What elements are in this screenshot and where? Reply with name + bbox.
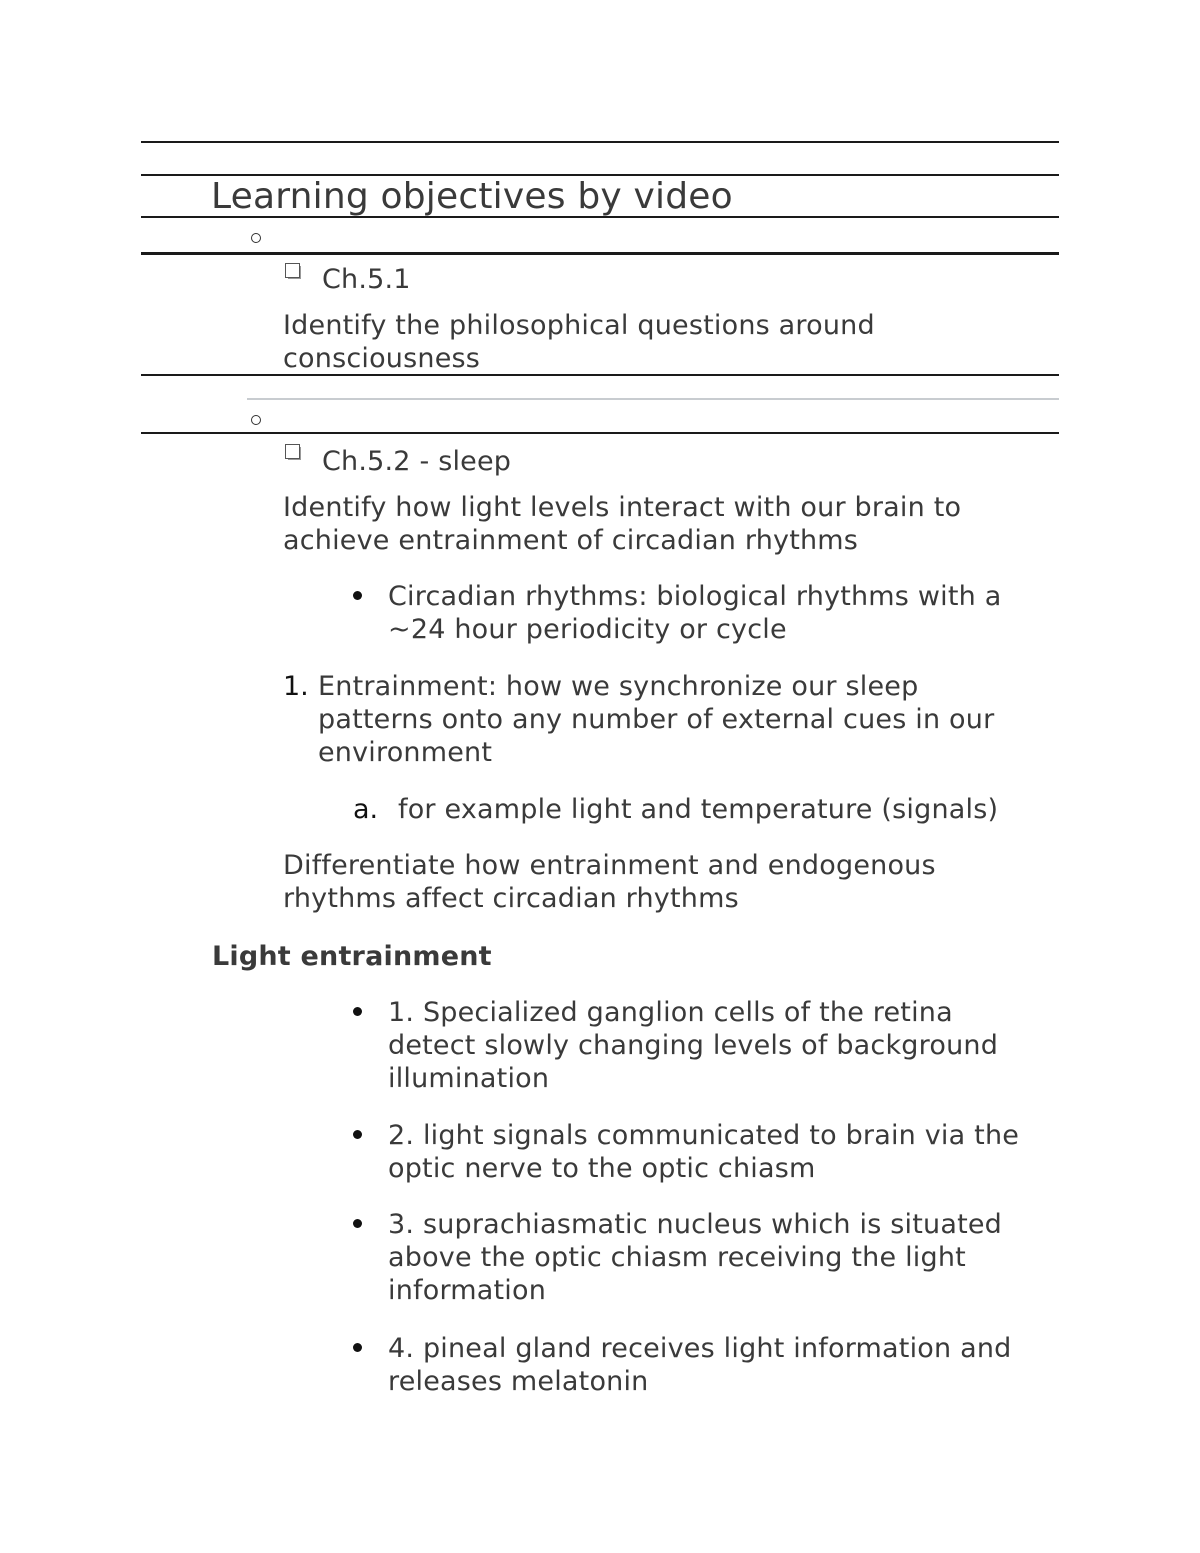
bullet-dot — [353, 591, 362, 600]
list-item-line: 4. pineal gland receives light information and — [388, 1333, 1012, 1364]
rule-light — [247, 398, 1059, 400]
checkbox-ch52[interactable] — [285, 444, 300, 459]
checkbox-label: Ch.5.2 - sleep — [322, 446, 512, 477]
page-title: Learning objectives by video — [211, 176, 733, 217]
bullet-dot — [353, 1343, 362, 1352]
lettered-line: for example light and temperature (signals) — [398, 794, 999, 825]
checkbox-label: Ch.5.1 — [322, 264, 411, 295]
list-circle-bullet — [251, 415, 261, 425]
bullet-line: Circadian rhythms: biological rhythms with a — [388, 581, 1002, 612]
objective-line: Differentiate how entrainment and endogenous — [283, 850, 936, 881]
list-item-line: 2. light signals communicated to brain via the — [388, 1120, 1020, 1151]
list-item-line: optic nerve to the optic chiasm — [388, 1153, 816, 1184]
bullet-dot — [353, 1130, 362, 1139]
list-item-line: releases melatonin — [388, 1366, 649, 1397]
list-item-line: 1. Specialized ganglion cells of the retina — [388, 997, 953, 1028]
checkbox-ch51[interactable] — [285, 263, 300, 278]
numbered-marker: 1. — [283, 671, 309, 702]
list-item-line: 3. suprachiasmatic nucleus which is situated — [388, 1209, 1003, 1240]
lettered-marker: a. — [353, 794, 379, 825]
bullet-line: ~24 hour periodicity or cycle — [388, 614, 787, 645]
list-item-line: above the optic chiasm receiving the light — [388, 1242, 966, 1273]
rule — [141, 374, 1059, 376]
list-item-line: illumination — [388, 1063, 550, 1094]
objective-line: rhythms affect circadian rhythms — [283, 883, 739, 914]
numbered-line: patterns onto any number of external cues in our — [318, 704, 995, 735]
objective-line: Identify how light levels interact with our brain to — [283, 492, 962, 523]
rule — [141, 252, 1059, 255]
rule — [141, 432, 1059, 434]
list-circle-bullet — [251, 233, 261, 243]
list-item-line: detect slowly changing levels of background — [388, 1030, 999, 1061]
bullet-dot — [353, 1007, 362, 1016]
numbered-line: Entrainment: how we synchronize our sleep — [318, 671, 919, 702]
objective-line: Identify the philosophical questions around — [283, 310, 875, 341]
objective-line: achieve entrainment of circadian rhythms — [283, 525, 859, 556]
rule-top — [141, 141, 1059, 143]
section-heading: Light entrainment — [212, 941, 492, 972]
list-item-line: information — [388, 1275, 547, 1306]
bullet-dot — [353, 1219, 362, 1228]
objective-line: consciousness — [283, 343, 481, 374]
numbered-line: environment — [318, 737, 493, 768]
